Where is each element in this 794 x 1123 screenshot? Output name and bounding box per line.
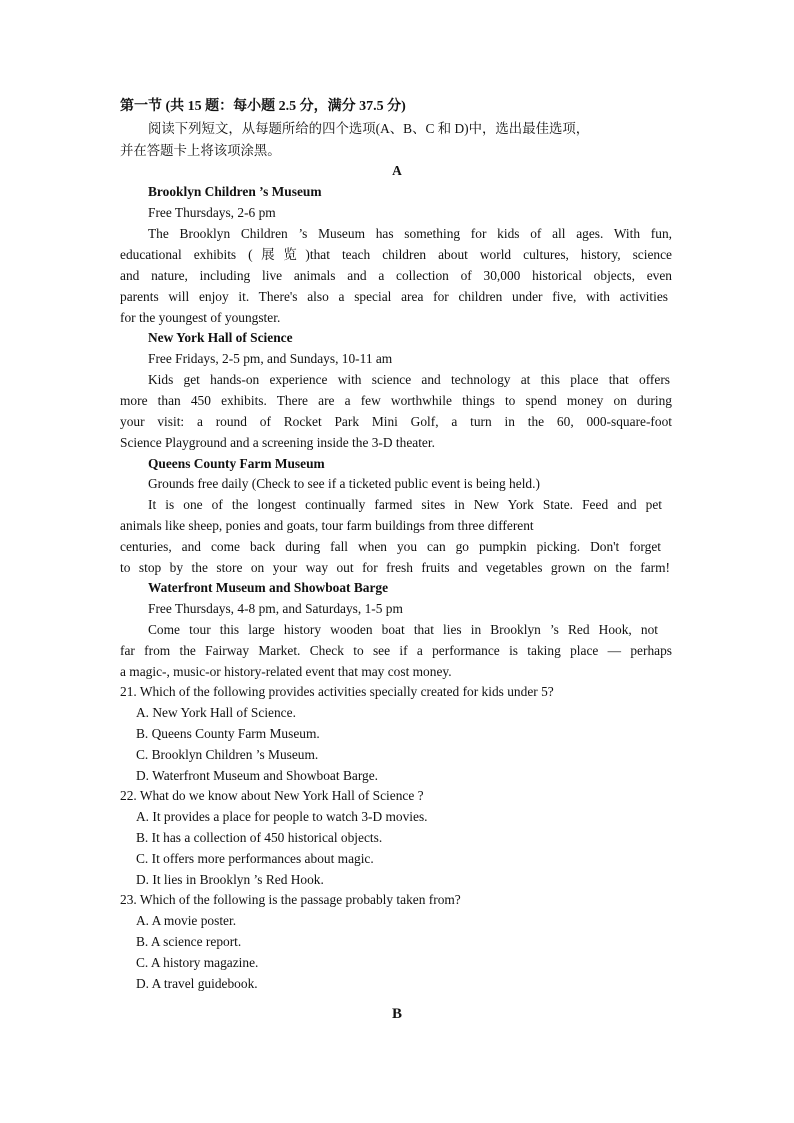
museum-text-line: more than 450 exhibits. There are a few worthwhile things to spend money on during xyxy=(120,393,672,408)
museum-text-line: to stop by the store on your way out for fresh fruits and vegetables grown on the farm! xyxy=(120,560,670,575)
question-option: D. Waterfront Museum and Showboat Barge. xyxy=(136,768,379,783)
passage-a-label: A xyxy=(392,163,402,178)
museum-text-line: centuries, and come back during fall when you can go pumpkin picking. Don't forget xyxy=(120,539,661,554)
museum-title: Brooklyn Children ’s Museum xyxy=(148,184,322,199)
question-option: B. Queens County Farm Museum. xyxy=(136,726,320,741)
museum-title: Waterfront Museum and Showboat Barge xyxy=(148,580,389,595)
question-option: D. It lies in Brooklyn ’s Red Hook. xyxy=(136,872,324,887)
museum-hours: Grounds free daily (Check to see if a ticketed public event is being held.) xyxy=(148,476,540,491)
passage-b-label: B xyxy=(391,1006,402,1022)
instructions-line-1: 阅读下列短文，从每题所给的四个选项(A、B、C 和 D)中，选出最佳选项， xyxy=(148,121,590,136)
question-option: A. It provides a place for people to watch 3-D movies. xyxy=(136,809,428,824)
museum-text-line: Science Playground and a screening inside the 3-D theater. xyxy=(120,435,435,450)
museum-hours: Free Fridays, 2-5 pm, and Sundays, 10-11 am xyxy=(148,351,393,366)
question-stem: 21. Which of the following provides activities specially created for kids under 5? xyxy=(120,684,554,699)
question-option: B. A science report. xyxy=(136,934,242,949)
museum-text-line: animals like sheep, ponies and goats, tour farm buildings from three different xyxy=(120,518,534,533)
question-stem: 22. What do we know about New York Hall of Science ? xyxy=(120,788,424,803)
museum-text-line: far from the Fairway Market. Check to see if a performance is taking place — perhaps xyxy=(120,643,672,658)
museum-text-line: educational exhibits (展览)that teach children about world cultures, history, science xyxy=(120,247,672,262)
museum-text-line: parents will enjoy it. There's also a special area for children under five, with activities xyxy=(120,289,668,304)
museum-text-line: The Brooklyn Children ’s Museum has something for kids of all ages. With fun, xyxy=(148,226,672,241)
instructions-line-2: 并在答题卡上将该项涂黑。 xyxy=(120,143,281,158)
museum-title: New York Hall of Science xyxy=(148,330,293,345)
museum-text-line: your visit: a round of Rocket Park Mini Golf, a turn in the 60, 000-square-foot xyxy=(120,414,672,429)
question-option: C. A history magazine. xyxy=(136,955,259,970)
museum-text-line: for the youngest of youngster. xyxy=(120,310,281,325)
question-option: B. It has a collection of 450 historical objects. xyxy=(136,830,383,845)
museum-text-line: Come tour this large history wooden boat that lies in Brooklyn ’s Red Hook, not xyxy=(148,622,658,637)
museum-text-line: a magic-, music-or history-related event that may cost money. xyxy=(120,664,452,679)
question-option: D. A travel guidebook. xyxy=(136,976,258,991)
museum-text-line: It is one of the longest continually farmed sites in New York State. Feed and pet xyxy=(148,497,662,512)
museum-hours: Free Thursdays, 2-6 pm xyxy=(148,205,276,220)
question-option: A. New York Hall of Science. xyxy=(136,705,296,720)
question-option: A. A movie poster. xyxy=(136,913,237,928)
question-option: C. It offers more performances about magic. xyxy=(136,851,374,866)
museum-text-line: Kids get hands-on experience with science and technology at this place that offers xyxy=(148,372,670,387)
museum-title: Queens County Farm Museum xyxy=(148,456,325,471)
museum-hours: Free Thursdays, 4-8 pm, and Saturdays, 1-5 pm xyxy=(148,601,403,616)
museum-text-line: and nature, including live animals and a collection of 30,000 historical objects, even xyxy=(120,268,672,283)
question-option: C. Brooklyn Children ’s Museum. xyxy=(136,747,319,762)
question-stem: 23. Which of the following is the passage probably taken from? xyxy=(120,892,461,907)
section-heading: 第一节 (共 15 题：每小题 2.5 分，满分 37.5 分) xyxy=(120,99,406,114)
